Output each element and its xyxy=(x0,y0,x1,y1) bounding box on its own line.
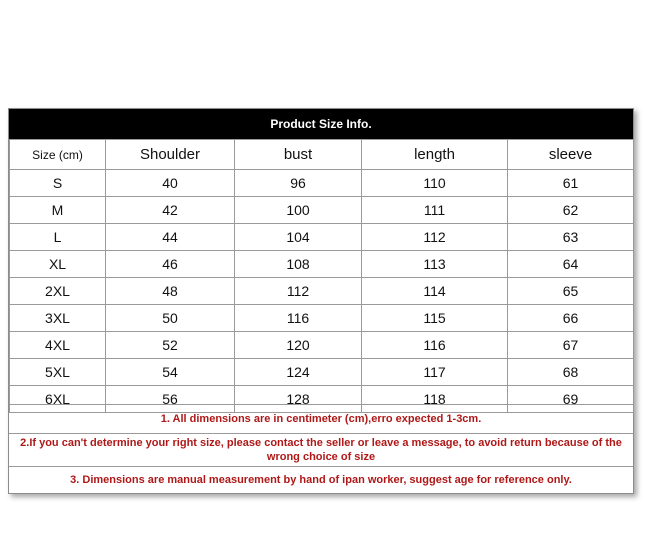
table-row xyxy=(10,332,634,359)
bust-cell: 104 xyxy=(235,224,362,251)
bust-cell: 100 xyxy=(235,197,362,224)
header-row xyxy=(10,140,634,170)
table-row xyxy=(10,359,634,386)
size-cell: L xyxy=(10,224,106,251)
shoulder-cell: 52 xyxy=(106,332,235,359)
shoulder-cell: 40 xyxy=(106,170,235,197)
column-header: length xyxy=(362,140,508,170)
column-header: Shoulder xyxy=(106,140,235,170)
shoulder-cell: 46 xyxy=(106,251,235,278)
shoulder-cell: 56 xyxy=(106,386,235,413)
sleeve-cell: 62 xyxy=(508,197,634,224)
length-cell: 111 xyxy=(362,197,508,224)
table-row xyxy=(10,224,634,251)
shoulder-cell: 42 xyxy=(106,197,235,224)
sleeve-cell: 69 xyxy=(508,386,634,413)
size-cell: 4XL xyxy=(10,332,106,359)
column-header: Size (cm) xyxy=(10,140,106,170)
size-cell: 5XL xyxy=(10,359,106,386)
length-cell: 113 xyxy=(362,251,508,278)
table-row xyxy=(10,278,634,305)
sleeve-cell: 65 xyxy=(508,278,634,305)
length-cell: 118 xyxy=(362,386,508,413)
bust-cell: 96 xyxy=(235,170,362,197)
size-cell: 3XL xyxy=(10,305,106,332)
size-cell: 6XL xyxy=(10,386,106,413)
sleeve-cell: 67 xyxy=(508,332,634,359)
sleeve-cell: 63 xyxy=(508,224,634,251)
bust-cell: 120 xyxy=(235,332,362,359)
shoulder-cell: 54 xyxy=(106,359,235,386)
size-cell: XL xyxy=(10,251,106,278)
note-measurement-unit: 1. All dimensions are in centimeter (cm),erro expected 1-3cm. xyxy=(9,404,633,434)
size-table xyxy=(9,139,634,413)
bust-cell: 124 xyxy=(235,359,362,386)
sleeve-cell: 64 xyxy=(508,251,634,278)
bust-cell: 108 xyxy=(235,251,362,278)
column-header: bust xyxy=(235,140,362,170)
length-cell: 110 xyxy=(362,170,508,197)
table-row xyxy=(10,305,634,332)
length-cell: 116 xyxy=(362,332,508,359)
table-row xyxy=(10,170,634,197)
shoulder-cell: 50 xyxy=(106,305,235,332)
note-manual-measurement: 3. Dimensions are manual measurement by hand of ipan worker, suggest age for reference only. xyxy=(9,466,633,494)
chart-title: Product Size Info. xyxy=(9,109,633,139)
bust-cell: 116 xyxy=(235,305,362,332)
bust-cell: 112 xyxy=(235,278,362,305)
size-cell: 2XL xyxy=(10,278,106,305)
table-row xyxy=(10,251,634,278)
size-chart xyxy=(8,108,634,494)
shoulder-cell: 48 xyxy=(106,278,235,305)
length-cell: 115 xyxy=(362,305,508,332)
table-row xyxy=(10,197,634,224)
length-cell: 117 xyxy=(362,359,508,386)
length-cell: 112 xyxy=(362,224,508,251)
shoulder-cell: 44 xyxy=(106,224,235,251)
sleeve-cell: 61 xyxy=(508,170,634,197)
bust-cell: 128 xyxy=(235,386,362,413)
length-cell: 114 xyxy=(362,278,508,305)
size-cell: S xyxy=(10,170,106,197)
sleeve-cell: 68 xyxy=(508,359,634,386)
sleeve-cell: 66 xyxy=(508,305,634,332)
note-contact-seller: 2.If you can't determine your right size, please contact the seller or leave a message, to avoid return because of the wrong choice of size xyxy=(9,433,633,466)
size-cell: M xyxy=(10,197,106,224)
column-header: sleeve xyxy=(508,140,634,170)
